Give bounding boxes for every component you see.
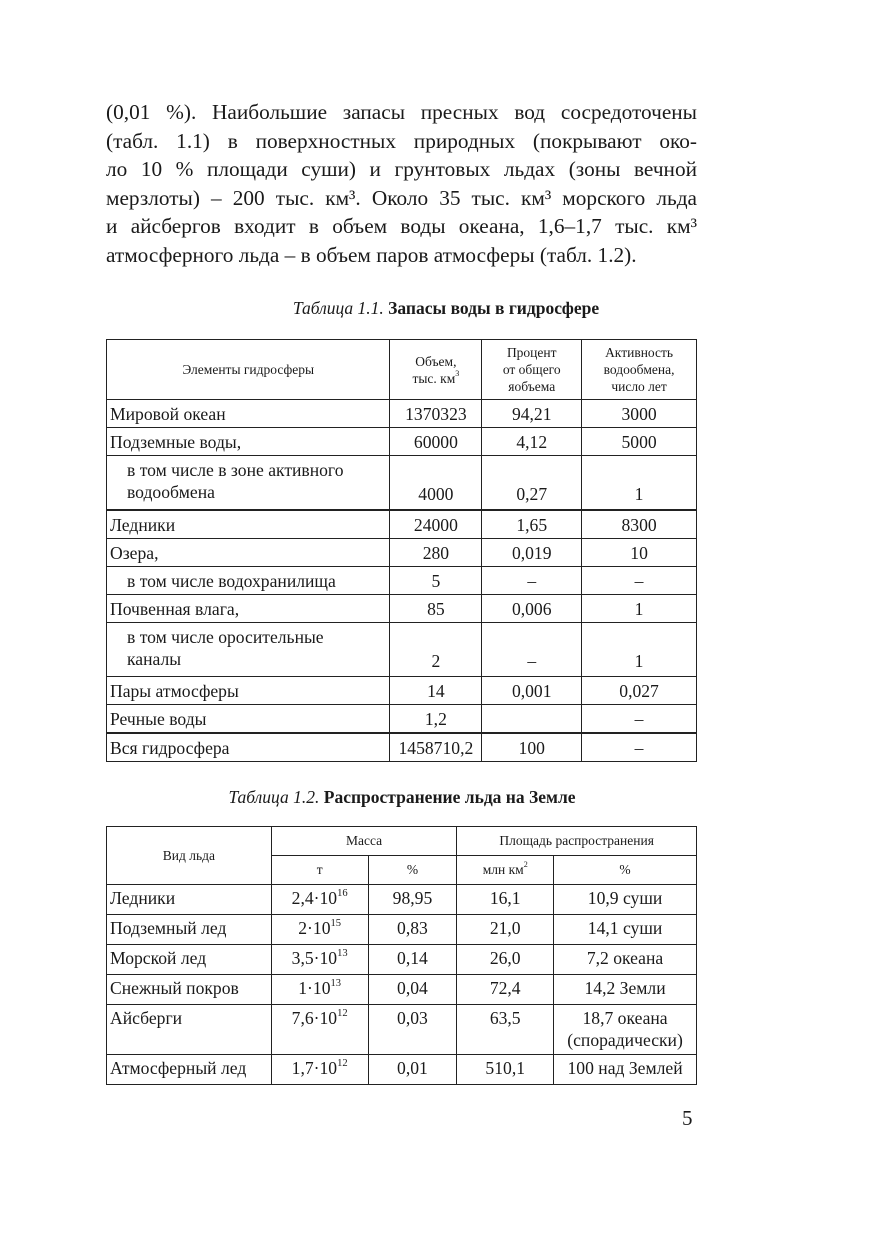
- area-pct-line1: 18,7 океана: [582, 1008, 668, 1028]
- row-name-line2: водообмена: [127, 482, 215, 502]
- table-header-row: [107, 827, 697, 856]
- row-activity: –: [582, 567, 697, 595]
- water-reserves-table: [106, 339, 697, 762]
- header-activity-line3: число лет: [611, 379, 667, 394]
- table-row: [107, 885, 697, 915]
- paragraph-line: атмосферного льда – в объем паров атмосферы (табл. 1.2).: [106, 242, 637, 267]
- row-mass-pct: 0,83: [368, 915, 457, 945]
- paragraph-line: мерзлоты) – 200 тыс. км³. Около 35 тыс. км³ морского льда: [106, 185, 697, 210]
- row-area-pct: 14,2 Земли: [554, 975, 697, 1005]
- row-area-pct: 7,2 океана: [554, 945, 697, 975]
- mass-base: 7,6·10: [291, 1008, 338, 1028]
- row-mass: [271, 1055, 368, 1085]
- header-percent-line3: яобъема: [508, 379, 556, 394]
- row-activity: 8300: [582, 510, 697, 539]
- row-percent: 0,019: [482, 539, 582, 567]
- row-name: в том числе водохранилища: [107, 567, 390, 595]
- row-name: Пары атмосферы: [107, 677, 390, 705]
- header-element: Элементы гидросферы: [107, 340, 390, 400]
- row-percent: 100: [482, 733, 582, 762]
- table-row: [107, 623, 697, 677]
- row-area-pct: 100 над Землей: [554, 1055, 697, 1085]
- row-area-pct: 14,1 суши: [554, 915, 697, 945]
- table-row: [107, 677, 697, 705]
- row-name: Атмосферный лед: [107, 1055, 272, 1085]
- header-ice-type: Вид льда: [107, 827, 272, 885]
- mass-exp: 15: [330, 917, 342, 929]
- mass-exp: 13: [337, 947, 348, 959]
- row-percent: 0,001: [482, 677, 582, 705]
- row-volume: 24000: [390, 510, 482, 539]
- row-mass: [271, 915, 368, 945]
- row-volume: 60000: [390, 428, 482, 456]
- table-row: [107, 510, 697, 539]
- row-area: 26,0: [457, 945, 554, 975]
- mass-exp: 13: [330, 977, 342, 989]
- row-activity: 1: [582, 595, 697, 623]
- table2-caption: [2, 787, 802, 808]
- row-volume: 85: [390, 595, 482, 623]
- table2-caption-title: Распространение льда на Земле: [323, 787, 576, 807]
- row-name: Подземные воды,: [107, 428, 390, 456]
- paragraph-line: ло 10 % площади суши) и грунтовых льдах (зоны вечной: [106, 157, 697, 181]
- row-activity: 3000: [582, 400, 697, 428]
- header-activity-line2: водообмена,: [603, 362, 675, 377]
- row-activity: 10: [582, 539, 697, 567]
- table1-caption-title: Запасы воды в гидросфере: [388, 298, 600, 318]
- row-percent: 4,12: [482, 428, 582, 456]
- row-percent: –: [482, 567, 582, 595]
- row-percent: 94,21: [482, 400, 582, 428]
- table-row: [107, 539, 697, 567]
- row-area: 63,5: [457, 1005, 554, 1055]
- row-activity: 1: [582, 456, 697, 511]
- mass-exp: 12: [337, 1057, 348, 1069]
- row-volume: 280: [390, 539, 482, 567]
- body-paragraph: [106, 98, 697, 269]
- row-volume: 4000: [390, 456, 482, 511]
- header-percent-line2: от общего: [502, 362, 561, 377]
- table-row: [107, 595, 697, 623]
- row-activity: –: [582, 705, 697, 734]
- row-mass: [271, 1005, 368, 1055]
- mass-exp: 16: [337, 887, 348, 899]
- header-mass-pct: %: [368, 856, 457, 885]
- row-activity: 5000: [582, 428, 697, 456]
- header-percent-line1: Процент: [506, 345, 557, 360]
- table-row: [107, 400, 697, 428]
- table-row: [107, 1055, 697, 1085]
- table-row: [107, 915, 697, 945]
- row-percent: 0,006: [482, 595, 582, 623]
- row-name: Мировой океан: [107, 400, 390, 428]
- header-area-mln-text: млн км: [482, 862, 524, 877]
- header-mass-t: т: [271, 856, 368, 885]
- mass-base: 1·10: [298, 978, 331, 998]
- row-percent: –: [482, 623, 582, 677]
- row-area: 510,1: [457, 1055, 554, 1085]
- paragraph-line: (0,01 %). Наибольшие запасы пресных вод сосредоточены: [106, 100, 697, 124]
- header-area-pct: %: [554, 856, 697, 885]
- table-row: [107, 945, 697, 975]
- row-volume: 5: [390, 567, 482, 595]
- row-name-line1: в том числе в зоне активного: [127, 460, 344, 480]
- row-percent: 1,65: [482, 510, 582, 539]
- row-area: 72,4: [457, 975, 554, 1005]
- header-volume: [390, 340, 482, 400]
- row-name: Ледники: [107, 885, 272, 915]
- mass-base: 2·10: [298, 918, 331, 938]
- row-name-line1: в том числе оросительные: [127, 627, 324, 647]
- row-volume: 2: [390, 623, 482, 677]
- row-name: Подземный лед: [107, 915, 272, 945]
- paragraph-line: и айсбергов входит в объем воды океана, 1,6–1,7 тыс. км³: [106, 214, 697, 238]
- header-volume-sup: 3: [455, 368, 460, 378]
- row-mass-pct: 0,04: [368, 975, 457, 1005]
- header-activity: [582, 340, 697, 400]
- row-area: 16,1: [457, 885, 554, 915]
- header-area-mln-sup: 2: [523, 860, 528, 870]
- row-mass: [271, 885, 368, 915]
- row-name: [107, 456, 390, 511]
- header-area-mln: [457, 856, 554, 885]
- row-name: Почвенная влага,: [107, 595, 390, 623]
- table-row: [107, 1005, 697, 1055]
- row-activity: –: [582, 733, 697, 762]
- row-name: Вся гидросфера: [107, 733, 390, 762]
- row-name: Озера,: [107, 539, 390, 567]
- row-volume: 1370323: [390, 400, 482, 428]
- row-name-line2: каналы: [127, 649, 182, 669]
- row-name: Снежный покров: [107, 975, 272, 1005]
- mass-base: 1,7·10: [291, 1058, 338, 1078]
- row-area-pct: [554, 1005, 697, 1055]
- mass-base: 2,4·10: [291, 888, 338, 908]
- row-mass-pct: 0,03: [368, 1005, 457, 1055]
- header-volume-line1: Объем,: [415, 353, 457, 369]
- row-mass: [271, 975, 368, 1005]
- row-name: Айсберги: [107, 1005, 272, 1055]
- table-row: [107, 567, 697, 595]
- table-total-row: [107, 733, 697, 762]
- row-percent: [482, 705, 582, 734]
- row-name: Ледники: [107, 510, 390, 539]
- table-row: [107, 456, 697, 511]
- table-row: [107, 975, 697, 1005]
- table2-caption-label: Таблица 1.2.: [228, 787, 320, 807]
- row-name: Морской лед: [107, 945, 272, 975]
- header-activity-line1: Активность: [605, 345, 674, 360]
- row-volume: 14: [390, 677, 482, 705]
- header-volume-line2: тыс. км: [412, 370, 456, 386]
- row-activity: 1: [582, 623, 697, 677]
- row-area-pct: 10,9 суши: [554, 885, 697, 915]
- row-name: [107, 623, 390, 677]
- ice-distribution-table: [106, 826, 697, 1085]
- area-pct-line2: (спорадически): [567, 1030, 683, 1050]
- row-mass-pct: 0,14: [368, 945, 457, 975]
- paragraph-line: (табл. 1.1) в поверхностных природных (покрывают око-: [106, 128, 697, 153]
- row-area: 21,0: [457, 915, 554, 945]
- table1-caption: [46, 298, 846, 319]
- table-header-row: [107, 340, 697, 400]
- row-mass: [271, 945, 368, 975]
- header-area: Площадь распространения: [457, 827, 697, 856]
- header-percent: [482, 340, 582, 400]
- table1-caption-label: Таблица 1.1.: [292, 298, 384, 318]
- row-volume: 1,2: [390, 705, 482, 734]
- header-mass: Масса: [271, 827, 457, 856]
- row-mass-pct: 98,95: [368, 885, 457, 915]
- row-mass-pct: 0,01: [368, 1055, 457, 1085]
- row-volume: 1458710,2: [390, 733, 482, 762]
- row-percent: 0,27: [482, 456, 582, 511]
- table-row: [107, 705, 697, 734]
- mass-base: 3,5·10: [291, 948, 338, 968]
- table-row: [107, 428, 697, 456]
- page-number: 5: [682, 1106, 693, 1130]
- mass-exp: 12: [337, 1007, 348, 1019]
- row-activity: 0,027: [582, 677, 697, 705]
- row-name: Речные воды: [107, 705, 390, 734]
